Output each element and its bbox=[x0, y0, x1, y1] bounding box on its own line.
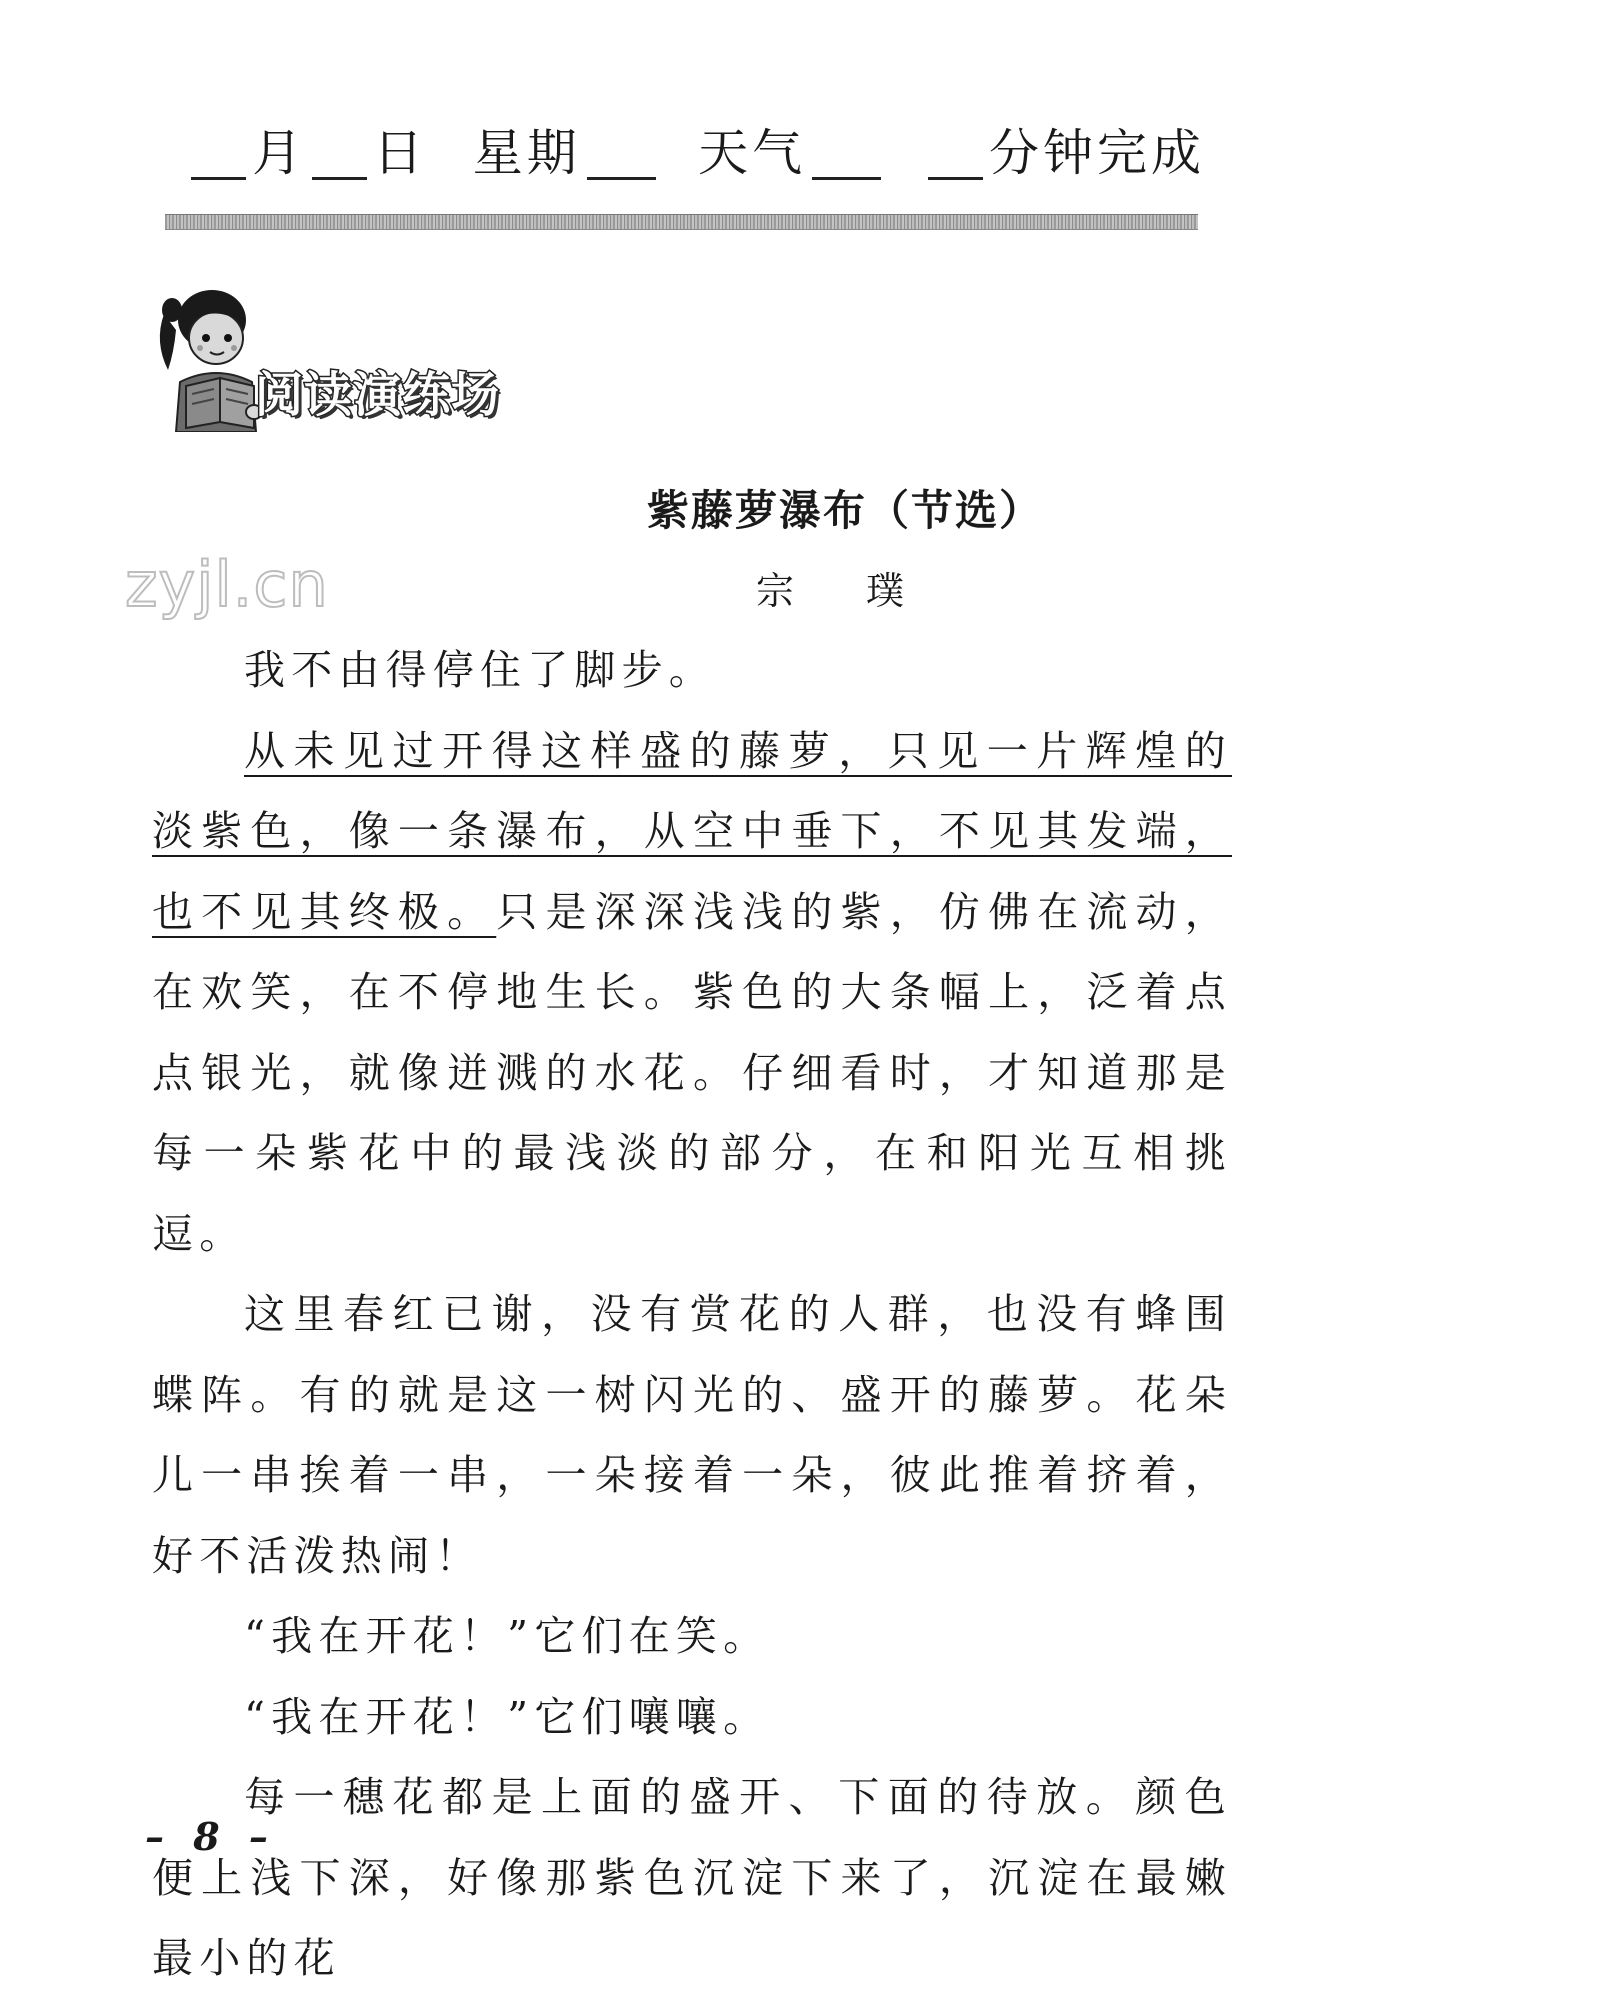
weather-label: 天气 bbox=[698, 124, 807, 182]
weather-blank[interactable] bbox=[812, 171, 881, 180]
section-banner bbox=[150, 282, 570, 432]
underlined-sentence: 从未见过开得这样盛的藤萝，只见一片辉煌的淡紫色，像一条瀑布，从空中垂下，不见其发端，也不见其终极。 bbox=[152, 726, 1232, 936]
section-title: 阅读演练场 bbox=[255, 367, 501, 423]
page-number: – 8 – bbox=[145, 1814, 276, 1859]
month-label: 月 bbox=[252, 124, 307, 182]
paragraph: 我不由得停住了脚步。 bbox=[244, 646, 716, 694]
watermark: zyjl.cn bbox=[125, 548, 329, 621]
paragraph: “我在开花！”它们在笑。 bbox=[244, 1612, 771, 1660]
paragraph: “我在开花！”它们嚷嚷。 bbox=[244, 1692, 771, 1741]
minutes-blank[interactable] bbox=[928, 171, 983, 180]
header-divider bbox=[165, 214, 1198, 230]
paragraph: 这里春红已谢，没有赏花的人群，也没有蜂围蝶阵。有的就是这一树闪光的、盛开的藤萝。花朵儿一串挨着一串，一朵接着一朵，彼此推着挤着，好不活泼热闹！ bbox=[152, 1290, 1232, 1580]
minutes-label: 分钟完成 bbox=[989, 124, 1206, 182]
paragraph bbox=[152, 711, 1232, 1275]
article-author: 宗 璞 bbox=[755, 569, 935, 613]
date-weather-header bbox=[185, 108, 1205, 188]
article-body bbox=[152, 630, 1232, 1999]
day-blank[interactable] bbox=[312, 171, 367, 180]
paragraph: 每一穗花都是上面的盛开、下面的待放。颜色便上浅下深，好像那紫色沉淀下来了，沉淀在最嫩最小的花 bbox=[152, 1773, 1232, 1982]
paragraph-rest: 只是深深浅浅的紫，仿佛在流动，在欢笑，在不停地生长。紫色的大条幅上，泛着点点银光，就像迸溅的水花。仔细看时，才知道那是每一朵紫花中的最浅淡的部分，在和阳光互相挑逗。 bbox=[152, 887, 1232, 1258]
day-label: 日 bbox=[373, 124, 428, 182]
article-title: 紫藤萝瀑布（节选） bbox=[646, 486, 1043, 535]
weekday-blank[interactable] bbox=[587, 171, 656, 180]
month-blank[interactable] bbox=[191, 171, 246, 180]
weekday-label: 星期 bbox=[472, 124, 581, 182]
